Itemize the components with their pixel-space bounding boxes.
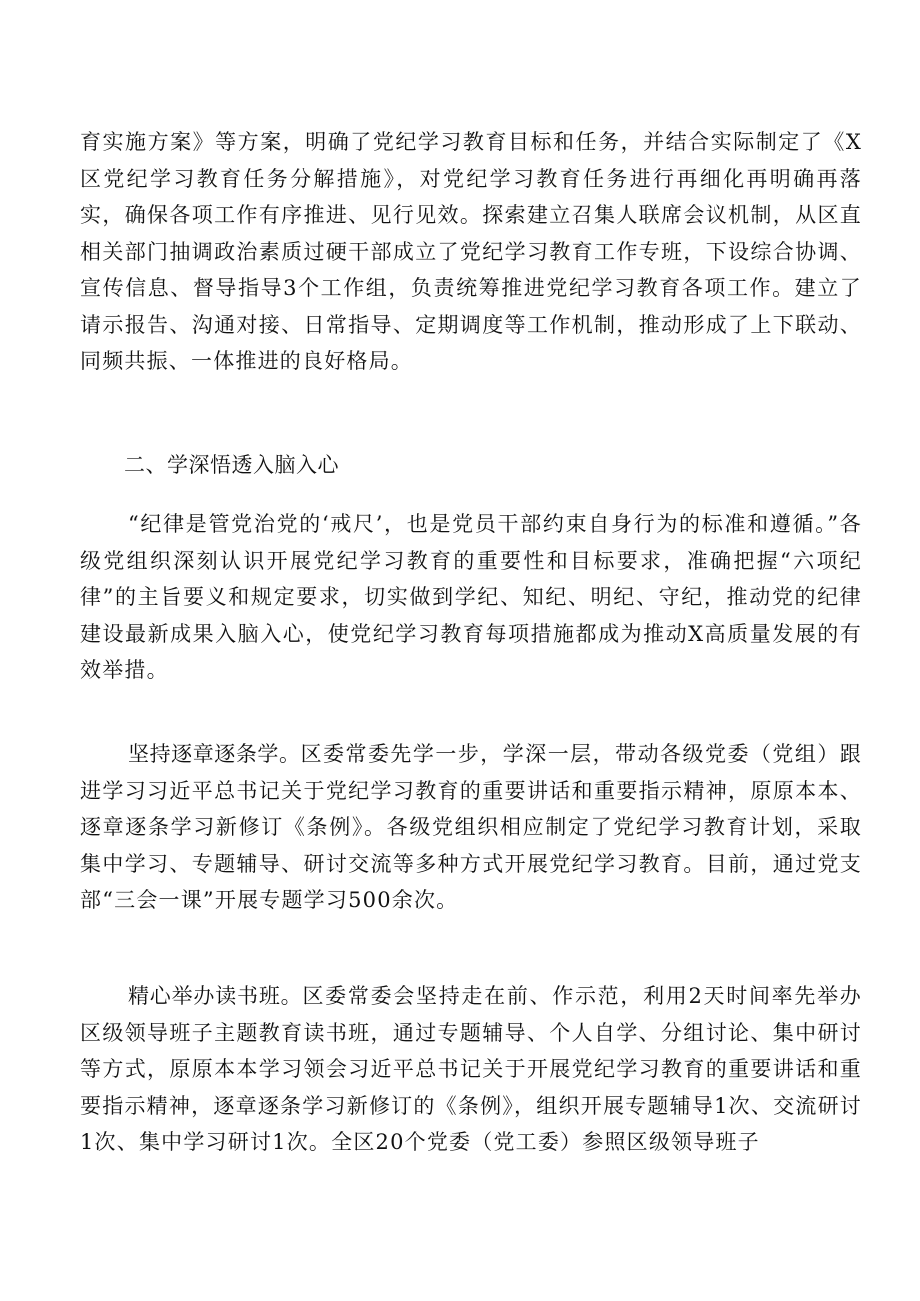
paragraph-work-mechanism: 育实施方案》等方案，明确了党纪学习教育目标和任务，并结合实际制定了《X区党纪学习教育任务分解措施》，对党纪学习教育任务进行再细化再明确再落实，确保各项工作有序推进、见行见效。探索建立召集人联席会议机制，从区直相关部门抽调政治素质过硬干部成立了党纪学习教育工作专班，下设综合协调、宣传信息、督导指导3个工作组，负责统筹推进党纪学习教育各项工作。建立了请示报告、沟通对接、日常指导、定期调度等工作机制，推动形成了上下联动、同频共振、一体推进的良好格局。 — [80, 130, 862, 373]
section-heading-2: 二、学深悟透入脑入心 — [124, 453, 339, 477]
paragraph-discipline-importance: “纪律是管党治党的‘戒尺’，也是党员干部约束自身行为的标准和遵循。”各级党组织深刻认识开展党纪学习教育的重要性和目标要求，准确把握“六项纪律”的主旨要义和规定要求，切实做到学纪、知纪、明纪、守纪，推动党的纪律建设最新成果入脑入心，使党纪学习教育每项措施都成为推动X高质量发展的有效举措。 — [80, 512, 862, 682]
paragraph-study-chapter-by-chapter — [80, 736, 862, 919]
paragraph-reading-class — [80, 978, 862, 1161]
paragraph-lead-reading-class: 精心举办读书班。 — [128, 984, 303, 1008]
paragraph-body-study: 区委常委先学一步，学深一层，带动各级党委（党组）跟进学习习近平总书记关于党纪学习教育的重要讲话和重要指示精神，原原本本、逐章逐条学习新修订《条例》。各级党组织相应制定了党纪学习教育计划，采取集中学习、专题辅导、研讨交流等多种方式开展党纪学习教育。目前，通过党支部“三会一课”开展专题学习500余次。 — [80, 742, 863, 912]
paragraph-body-reading-class: 区委常委会坚持走在前、作示范，利用2天时间率先举办区级领导班子主题教育读书班，通过专题辅导、个人自学、分组讨论、集中研讨等方式，原原本本学习领会习近平总书记关于开展党纪学习教育的重要讲话和重要指示精神，逐章逐条学习新修订的《条例》，组织开展专题辅导1次、交流研讨1次、集中学习研讨1次。全区20个党委（党工委）参照区级领导班子 — [80, 984, 863, 1154]
paragraph-lead-study: 坚持逐章逐条学。 — [128, 742, 301, 766]
